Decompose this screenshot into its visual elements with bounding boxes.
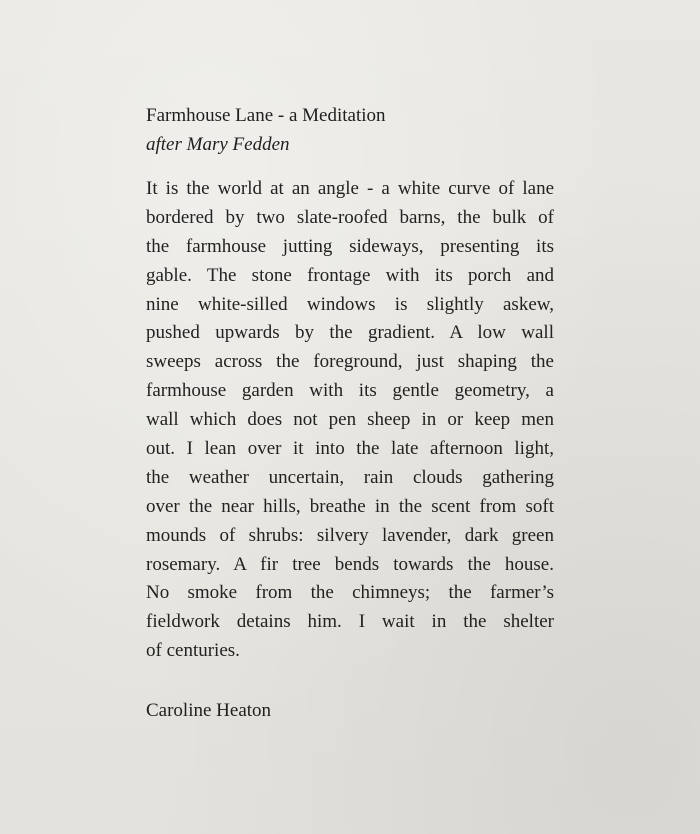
poem-line: It is the world at an angle - a white curve of lane	[146, 178, 554, 199]
poem-line: farmhouse garden with its gentle geometry, a	[146, 380, 554, 402]
poem-line: sweeps across the foreground, just shaping the	[146, 351, 554, 373]
poem-line: gable. The stone frontage with its porch and	[146, 264, 554, 286]
poem-line: mounds of shrubs: silvery lavender, dark green	[146, 524, 554, 546]
poem-title: Farmhouse Lane - a Meditation	[146, 105, 386, 126]
poem-line: over the near hills, breathe in the scent from soft	[146, 495, 554, 517]
poem-line: the farmhouse jutting sideways, presenting its	[146, 235, 554, 257]
poem-line: out. I lean over it into the late afternoon light,	[146, 438, 554, 460]
poem-line: bordered by two slate-roofed barns, the bulk of	[146, 206, 554, 228]
poem-line: of centuries.	[146, 640, 240, 662]
poem-line: wall which does not pen sheep in or keep men	[146, 409, 554, 431]
poem-line: the weather uncertain, rain clouds gathering	[146, 466, 554, 488]
poem-line: nine white-silled windows is slightly askew,	[146, 293, 554, 315]
poem-line: No smoke from the chimneys; the farmer’s	[146, 582, 554, 604]
poem-line: fieldwork detains him. I wait in the shelter	[146, 611, 554, 633]
poem-body	[146, 175, 554, 666]
poem-subtitle: after Mary Fedden	[146, 134, 290, 155]
poem-line: rosemary. A fir tree bends towards the house.	[146, 553, 554, 575]
poem-author: Caroline Heaton	[146, 700, 272, 721]
poem-line: pushed upwards by the gradient. A low wall	[146, 322, 554, 344]
